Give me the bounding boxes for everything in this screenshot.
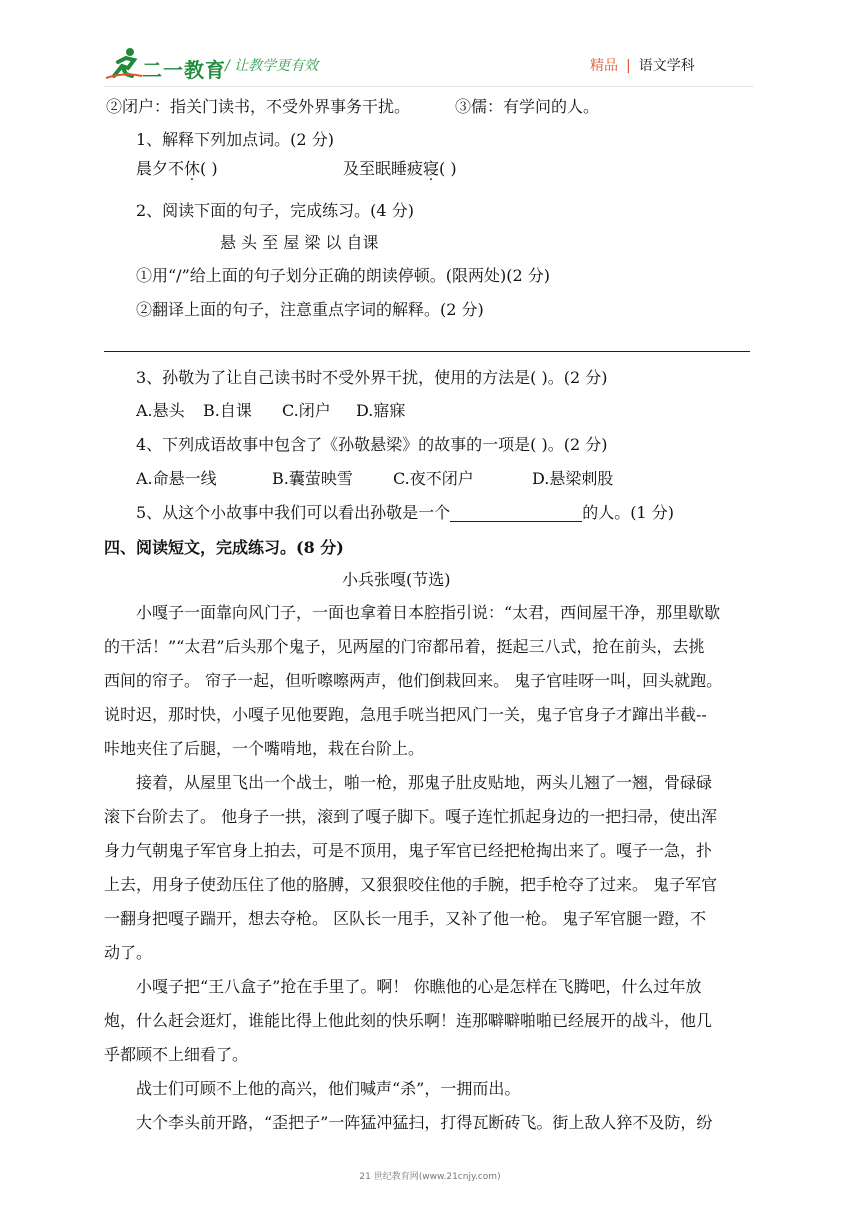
passage-line: 一翻身把嘎子踹开，想去夺枪。 区队长一甩手，又补了他一枪。 鬼子军官腿一蹬，不	[104, 909, 707, 928]
q4-option-c[interactable]: C.夜不闭户	[393, 469, 474, 488]
passage-line: 滚下台阶去了。 他身子一拱，滚到了嘎子脚下。嘎子连忙抓起身边的一把扫帚，使出浑	[104, 807, 718, 826]
header-divider	[104, 86, 754, 87]
passage-line: 接着，从屋里飞出一个战士，啪一枪，那鬼子肚皮贴地，两头儿翘了一翘，骨碌碌	[136, 773, 713, 792]
passage-title: 小兵张嘎(节选)	[342, 570, 451, 589]
q2-sub1: ①用“/”给上面的句子划分正确的朗读停顿。(限两处)(2 分)	[136, 266, 550, 285]
q4-option-b[interactable]: B.囊萤映雪	[272, 469, 353, 488]
q1-item1-dotted: 休	[184, 159, 201, 178]
q2-sentence: 悬 头 至 屋 梁 以 自课	[220, 233, 379, 252]
passage-line: 西间的帘子。 帘子一起，但听嚓嚓两声，他们倒栽回来。 鬼子官哇呀一叫，回头就跑。	[104, 671, 723, 690]
q2-sub2: ②翻译上面的句子，注意重点字词的解释。(2 分)	[136, 300, 484, 319]
passage-line: 身力气朝鬼子军官身上拍去，可是不顶用，鬼子军官已经把枪掏出来了。嘎子一急，扑	[104, 841, 713, 860]
passage-line: 乎都顾不上细看了。	[104, 1045, 249, 1064]
q1-item2-blank: ( )	[439, 159, 457, 178]
header-separator: |	[626, 58, 631, 74]
q3-option-d[interactable]: D.寤寐	[356, 401, 406, 420]
brand-name: 二一教育	[142, 58, 226, 82]
q1-item1-blank: ( )	[200, 159, 218, 178]
q3-option-b[interactable]: B.自课	[203, 401, 252, 420]
q4-prompt: 4、下列成语故事中包含了《孙敬悬梁》的故事的一项是( )。(2 分)	[136, 435, 608, 454]
q3-option-c[interactable]: C.闭户	[282, 401, 331, 420]
subject-tag: 语文学科	[638, 58, 695, 74]
q5-line	[136, 504, 674, 522]
quality-tag: 精品	[590, 58, 618, 74]
passage-line: 小嘎子一面靠向风门子，一面也拿着日本腔指引说：“太君，西间屋干净，那里歇歇	[136, 603, 721, 622]
q1-item2	[343, 160, 457, 178]
q4-option-a[interactable]: A.命悬一线	[136, 469, 217, 488]
note-3: ③儒：有学问的人。	[455, 97, 600, 116]
passage-line: 的干活！”“太君”后头那个鬼子，见两屋的门帘都吊着，挺起三八式，抢在前头，去挑	[104, 637, 705, 656]
passage-line: 动了。	[104, 943, 153, 962]
q1-prompt: 1、解释下列加点词。(2 分)	[136, 130, 334, 149]
page-footer: 21 世纪教育网(www.21cnjy.com)	[359, 1172, 501, 1182]
q2-answer-line[interactable]	[104, 351, 750, 352]
q1-item1-pre: 晨夕不	[136, 159, 185, 178]
q1-item2-pre: 及至眠睡疲	[343, 159, 424, 178]
logo-runner-icon	[104, 46, 144, 82]
passage-line: 小嘎子把“王八盒子”抢在手里了。啊！ 你瞧他的心是怎样在飞腾吧，什么过年放	[136, 977, 702, 996]
q3-option-a[interactable]: A.悬头	[136, 401, 185, 420]
section4-heading: 四、阅读短文，完成练习。(8 分)	[104, 538, 344, 557]
note-2: ②闭户：指关门读书，不受外界事务干扰。	[106, 97, 411, 116]
q5-pre: 5、从这个小故事中我们可以看出孙敬是一个	[136, 503, 451, 522]
q1-item1	[136, 160, 218, 178]
q2-prompt: 2、阅读下面的句子，完成练习。(4 分)	[136, 201, 414, 220]
passage-line: 上去，用身子使劲压住了他的胳膊，又狠狠咬住他的手腕，把手枪夺了过来。 鬼子军官	[104, 875, 718, 894]
slogan: / 让教学更有效	[225, 58, 319, 74]
q3-prompt: 3、孙敬为了让自己读书时不受外界干扰，使用的方法是( )。(2 分)	[136, 368, 608, 387]
q5-answer-blank[interactable]	[450, 505, 582, 522]
passage-line: 咔地夹住了后腿，一个嘴啃地，栽在台阶上。	[104, 739, 425, 758]
q4-option-d[interactable]: D.悬梁刺股	[532, 469, 614, 488]
passage-line: 炮，什么赶会逛灯，谁能比得上他此刻的快乐啊！连那噼噼啪啪已经展开的战斗，他几	[104, 1011, 713, 1030]
passage-line: 战士们可顾不上他的高兴，他们喊声“杀”，一拥而出。	[136, 1079, 521, 1098]
q1-item2-dotted: 寝	[423, 159, 440, 178]
passage-line: 说时迟，那时快，小嘎子见他要跑，急甩手咣当把风门一关，鬼子官身子才蹿出半截--	[104, 705, 707, 724]
q5-post: 的人。(1 分)	[582, 503, 674, 522]
header-right	[590, 55, 695, 75]
passage-line: 大个李头前开路，“歪把子”一阵猛冲猛扫，打得瓦断砖飞。街上敌人猝不及防，纷	[136, 1113, 713, 1132]
